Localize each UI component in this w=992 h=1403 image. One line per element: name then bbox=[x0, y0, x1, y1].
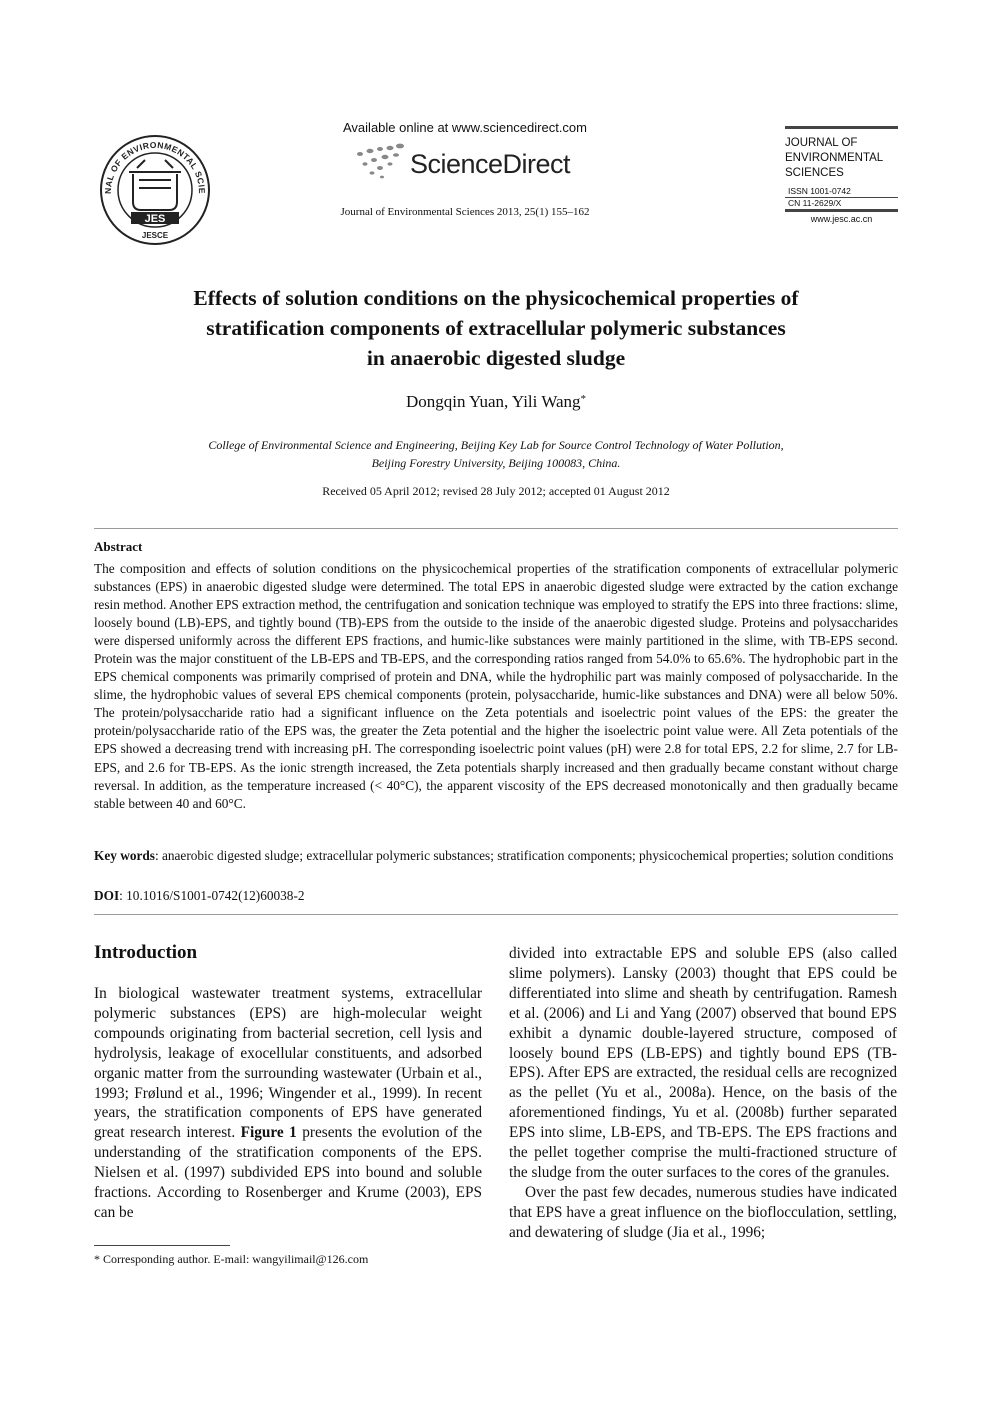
affiliation-line: Beijing Forestry University, Beijing 100083, China. bbox=[371, 456, 621, 470]
seal-bottom-text: JESCE bbox=[141, 231, 169, 240]
journal-citation: Journal of Environmental Sciences 2013, 25(1) 155–162 bbox=[340, 206, 590, 218]
doi-label: DOI bbox=[94, 888, 120, 903]
paragraph: Over the past few decades, numerous studies have indicated that EPS have a great influence on the bioflocculation, settling, and dewatering of sludge (Jia et al., 1996; bbox=[509, 1183, 897, 1241]
corresponding-author-footnote: * Corresponding author. E-mail: wangyilimail@126.com bbox=[94, 1252, 369, 1266]
journal-name-line: JOURNAL OF bbox=[785, 137, 858, 149]
authors-text: Dongqin Yuan, Yili Wang bbox=[405, 392, 581, 411]
introduction-heading: Introduction bbox=[94, 942, 198, 963]
keywords bbox=[94, 847, 898, 865]
seal-ring-text: NAL OF ENVIRONMENTAL SCIE bbox=[102, 139, 208, 195]
abstract-text: The composition and effects of solution conditions on the physicochemical properties of the stratification components of extracellular polymeric substances (EPS) in anaerobic digested sludge were determined. The total EPS in anaerobic digested sludge were extracted by the cation exchange resin method. Another EPS extraction method, the centrifugation and sonication technique was employed to stratify the EPS into three fractions: slime, loosely bound (LB)-EPS, and tightly bound (TB)-EPS from the outside to the inside of the anaerobic digested sludge. Proteins and polysaccharides were dispersed uniformly across the different EPS fractions, and humic-like substances were mainly partitioned in the slime, with TB-EPS second. Protein was the major constituent of the LB-EPS and TB-EPS, and the corresponding ratios ranged from 54.0% to 65.6%. The hydrophobic part in the EPS chemical components was primarily comprised of protein and DNA, while the hydrophilic part was mainly composed of polysaccharide. In the slime, the hydrophobic values of several EPS chemical components (protein, polysaccharide, humic-like substances and DNA) were all below 50%. The protein/polysaccharide ratio had a significant influence on the Zeta potentials and isoelectric point values of the EPS: the greater the protein/polysaccharide ratio of the EPS was, the greater the Zeta potential and the higher the isoelectric point value were. All Zeta potentials of the EPS showed a decreasing trend with increasing pH. The corresponding isoelectric point values (pH) were 2.8 for total EPS, 2.2 for slime, 2.7 for LB-EPS, and 2.6 for TB-EPS. As the ionic strength increased, the Zeta potentials sharply increased and then gradually became constant without charge reversal. In addition, as the temperature increased (< 40°C), the apparent viscosity of the EPS decreased monotonically and then gradually became stable between 40 and 60°C. bbox=[94, 561, 898, 811]
footnote-rule bbox=[94, 1245, 230, 1246]
journal-issn: ISSN 1001-0742 bbox=[788, 186, 851, 196]
left-column bbox=[94, 984, 482, 1223]
paragraph: divided into extractable EPS and soluble EPS (also called slime polymers). Lansky (2003) thought that EPS could be differentiated into slime and sheath by centrifugation. Ramesh et al. (2006) and Li and Yang (2007) observed that bound EPS exhibit a dynamic double-layered structure, composed of loosely bound EPS (LB-EPS) and tightly bound EPS (TB-EPS). After EPS are extracted, the residual cells are recognized as the pellet (Yu et al., 2008a). Hence, on the basis of the aforementioned findings, Yu et al. (2008b) further separated EPS into slime, LB-EPS, and TB-EPS. The EPS fractions and the pellet together comprise the multi-fractioned structure of the sludge from the outer surfaces to the cores of the granules. bbox=[509, 945, 897, 1181]
journal-name bbox=[785, 129, 898, 186]
journal-name-line: SCIENCES bbox=[785, 167, 844, 179]
paragraph-text: presents the evolution of the understanding of the stratification components of the EPS. Nielsen et al. (1997) subdivided EPS into bound and soluble fractions. According to Rosenberger and Krume (2003), EPS can be bbox=[94, 1124, 482, 1221]
keywords-label: Key words bbox=[94, 848, 155, 863]
affiliation bbox=[94, 436, 898, 472]
affiliation-line: College of Environmental Science and Engineering, Beijing Key Lab for Source Control Technology of Water Pollution, bbox=[208, 438, 784, 452]
title-line: Effects of solution conditions on the physicochemical properties of bbox=[193, 286, 799, 310]
journal-website: www.jesc.ac.cn bbox=[810, 214, 873, 224]
doi bbox=[94, 888, 898, 904]
title-line: in anaerobic digested sludge bbox=[366, 346, 626, 370]
journal-info-box bbox=[785, 126, 898, 225]
corresponding-mark: * bbox=[580, 393, 587, 405]
keywords-text: : anaerobic digested sludge; extracellular polymeric substances; stratification components; physicochemical properties; solution conditions bbox=[154, 848, 894, 863]
divider-top bbox=[94, 528, 898, 529]
available-online: Available online at www.sciencedirect.com bbox=[343, 120, 587, 135]
title-line: stratification components of extracellular polymeric substances bbox=[206, 316, 786, 340]
figure-1-reference[interactable]: Figure 1 bbox=[240, 1124, 297, 1142]
paragraph-text: In biological wastewater treatment systems, extracellular polymeric substances (EPS) are high-molecular weight compounds originating from bacterial secretion, cell lysis and hydrolysis, leakage of exocellular constituents, and adsorbed organic matter from the surrounding wastewater (Urbain et al., 1993; Frølund et al., 1996; Wingender et al., 1999). In recent years, the stratification components of EPS have generated great research interest. bbox=[94, 985, 482, 1142]
right-column bbox=[509, 944, 897, 1243]
article-title bbox=[94, 283, 898, 373]
abstract-heading: Abstract bbox=[94, 539, 143, 554]
divider-bottom bbox=[94, 914, 898, 915]
author-list bbox=[94, 392, 898, 412]
paragraph bbox=[94, 984, 482, 1223]
sciencedirect-wordmark: ScienceDirect bbox=[410, 149, 571, 179]
received-dates: Received 05 April 2012; revised 28 July 2012; accepted 01 August 2012 bbox=[322, 484, 670, 498]
doi-text: : 10.1016/S1001-0742(12)60038-2 bbox=[119, 888, 305, 903]
journal-cn: CN 11-2629/X bbox=[788, 198, 842, 208]
seal-center-text: JES bbox=[144, 213, 166, 225]
journal-name-line: ENVIRONMENTAL bbox=[785, 152, 884, 164]
journal-seal-logo bbox=[93, 128, 217, 246]
